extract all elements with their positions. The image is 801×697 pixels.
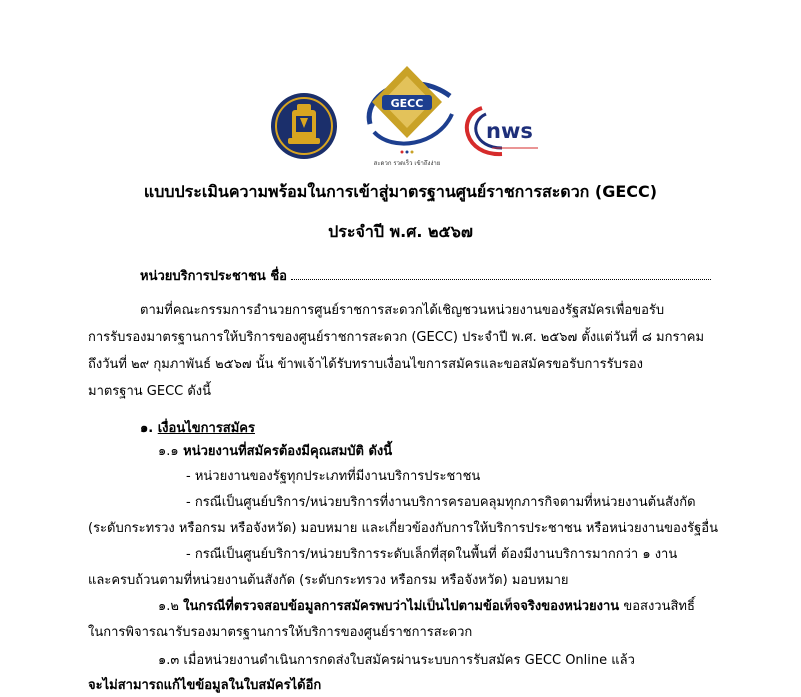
gecc-caption: สะดวก รวดเร็ว เข้าถึงง่าย bbox=[373, 160, 441, 167]
subsection-1-2-rest: ขอสงวนสิทธิ์ bbox=[623, 599, 695, 614]
section-1-heading bbox=[140, 420, 255, 438]
section-1-number: ๑. bbox=[140, 421, 154, 436]
subsection-1-2-continuation: ในการพิจารณารับรองมาตรฐานการให้บริการของศูนย์ราชการสะดวก bbox=[88, 625, 473, 640]
subsection-1-2 bbox=[158, 598, 695, 616]
government-seal-logo bbox=[270, 92, 338, 160]
nws-text: nws bbox=[486, 119, 533, 143]
intro-line-1: ตามที่คณะกรรมการอำนวยการศูนย์ราชการสะดวกได้เชิญชวนหน่วยงานของรัฐสมัครเพื่อขอรับ bbox=[140, 303, 665, 318]
subsection-1-1-number: ๑.๑ bbox=[158, 444, 179, 459]
document-subtitle-year: ประจำปี พ.ศ. ๒๕๖๗ bbox=[328, 222, 473, 241]
logo-bar bbox=[0, 62, 801, 172]
unit-name-field bbox=[140, 268, 711, 286]
subsection-1-3-text: เมื่อหน่วยงานดำเนินการกดส่งใบสมัครผ่านระบบการรับสมัคร GECC Online แล้ว bbox=[183, 653, 635, 668]
intro-line-3: ถึงวันที่ ๒๙ กุมภาพันธ์ ๒๕๖๗ นั้น ข้าพเจ้าได้รับทราบเงื่อนไขการสมัครและขอสมัครขอรับการรับรอง bbox=[88, 357, 643, 372]
section-1-title: เงื่อนไขการสมัคร bbox=[157, 421, 255, 436]
intro-line-4: มาตรฐาน GECC ดังนี้ bbox=[88, 384, 212, 399]
unit-name-label: หน่วยบริการประชาชน ชื่อ bbox=[140, 269, 287, 284]
subsection-1-3-continuation: จะไม่สามารถแก้ไขข้อมูลในใบสมัครได้อีก bbox=[88, 678, 322, 693]
unit-name-dotted-line bbox=[291, 268, 711, 280]
subsection-1-1-title: หน่วยงานที่สมัครต้องมีคุณสมบัติ ดังนี้ bbox=[183, 444, 393, 459]
subsection-1-2-bold-text: ในกรณีที่ตรวจสอบข้อมูลการสมัครพบว่าไม่เป็นไปตามข้อเท็จจริงของหน่วยงาน bbox=[183, 599, 620, 614]
gecc-badge-text: GECC bbox=[390, 97, 424, 110]
document-title: แบบประเมินความพร้อมในการเข้าสู่มาตรฐานศูนย์ราชการสะดวก (GECC) bbox=[143, 182, 658, 201]
intro-line-2: การรับรองมาตรฐานการให้บริการของศูนย์ราชการสะดวก (GECC) ประจำปี พ.ศ. ๒๕๖๗ ตั้งแต่วันที่ ๘ มกราคม bbox=[88, 330, 705, 345]
nws-logo bbox=[462, 100, 546, 160]
subsection-1-2-number: ๑.๒ bbox=[158, 599, 179, 614]
bullet-1: - หน่วยงานของรัฐทุกประเภทที่มีงานบริการประชาชน bbox=[186, 469, 481, 484]
subsection-1-3-number: ๑.๓ bbox=[158, 653, 180, 668]
bullet-3: - กรณีเป็นศูนย์บริการ/หน่วยบริการระดับเล็กที่สุดในพื้นที่ ต้องมีงานบริการมากกว่า ๑ งาน bbox=[186, 547, 678, 562]
bullet-2-continuation: (ระดับกระทรวง หรือกรม หรือจังหวัด) มอบหมาย และเกี่ยวข้องกับการให้บริการประชาชน หรือหน่วยงานของรัฐอื่น bbox=[88, 521, 718, 536]
bullet-3-continuation: และครบถ้วนตามที่หน่วยงานต้นสังกัด (ระดับกระทรวง หรือกรม หรือจังหวัด) มอบหมาย bbox=[88, 573, 569, 588]
subsection-1-3 bbox=[158, 652, 635, 670]
subsection-1-1-heading bbox=[158, 443, 392, 461]
bullet-2: - กรณีเป็นศูนย์บริการ/หน่วยบริการที่งานบริการครอบคลุมทุกภารกิจตามที่หน่วยงานต้นสังกัด bbox=[186, 495, 696, 510]
gecc-logo bbox=[352, 62, 462, 170]
